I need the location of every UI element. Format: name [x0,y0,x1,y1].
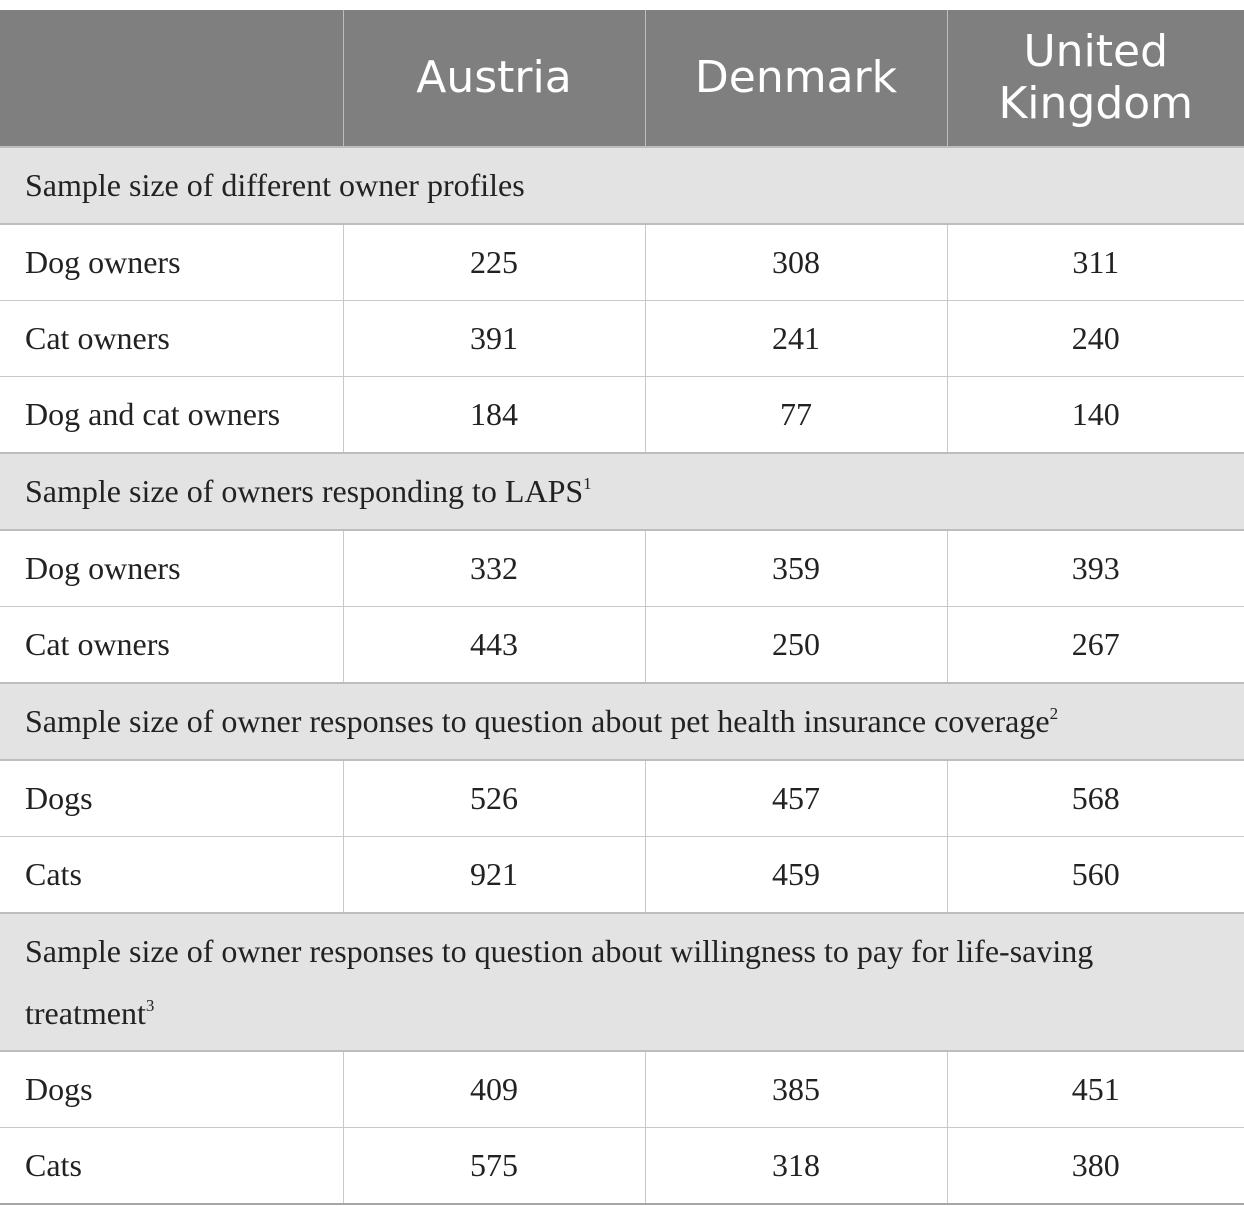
cell-austria: 225 [343,224,645,301]
column-header-austria: Austria [343,10,645,147]
row-label: Dogs [0,760,343,837]
cell-united-kingdom: 393 [947,530,1244,607]
cell-denmark: 457 [645,760,947,837]
table-row [0,1128,1244,1205]
section-title: Sample size of owners responding to LAPS [25,473,584,509]
cell-austria: 391 [343,301,645,377]
table-row [0,301,1244,377]
column-header-united-kingdom: United Kingdom [947,10,1244,147]
section-title-cell [0,683,1244,760]
sample-size-table [0,10,1244,1205]
cell-austria: 184 [343,377,645,454]
section-header-row [0,913,1244,1051]
cell-austria: 332 [343,530,645,607]
table-row [0,1051,1244,1128]
cell-united-kingdom: 140 [947,377,1244,454]
cell-denmark: 308 [645,224,947,301]
table-row [0,760,1244,837]
cell-united-kingdom: 267 [947,607,1244,684]
section-header-row [0,147,1244,224]
cell-denmark: 385 [645,1051,947,1128]
cell-denmark: 318 [645,1128,947,1205]
section-title: Sample size of owner responses to question about willingness to pay for life-saving treatment [25,933,1094,1031]
cell-united-kingdom: 240 [947,301,1244,377]
cell-denmark: 250 [645,607,947,684]
cell-austria: 409 [343,1051,645,1128]
footnote-marker: 3 [145,996,155,1015]
row-label: Dog owners [0,530,343,607]
section-header-row [0,683,1244,760]
cell-denmark: 459 [645,837,947,914]
cell-united-kingdom: 560 [947,837,1244,914]
header-row [0,10,1244,147]
table-row [0,837,1244,914]
row-label: Dogs [0,1051,343,1128]
table-row [0,607,1244,684]
section-title-cell [0,913,1244,1051]
cell-denmark: 241 [645,301,947,377]
cell-united-kingdom: 380 [947,1128,1244,1205]
section-header-row [0,453,1244,530]
table-row [0,377,1244,454]
footnote-marker: 1 [583,474,592,493]
cell-denmark: 77 [645,377,947,454]
row-label: Cat owners [0,301,343,377]
table-row [0,224,1244,301]
row-label: Dog and cat owners [0,377,343,454]
section-title: Sample size of owner responses to question about pet health insurance coverage [25,703,1050,739]
cell-austria: 575 [343,1128,645,1205]
cell-austria: 526 [343,760,645,837]
cell-denmark: 359 [645,530,947,607]
row-label: Cats [0,837,343,914]
cell-united-kingdom: 568 [947,760,1244,837]
cell-austria: 921 [343,837,645,914]
row-label: Cats [0,1128,343,1205]
section-title-cell [0,147,1244,224]
section-title: Sample size of different owner profiles [25,167,525,203]
row-label: Cat owners [0,607,343,684]
section-title-cell [0,453,1244,530]
table-row [0,530,1244,607]
cell-austria: 443 [343,607,645,684]
column-header-denmark: Denmark [645,10,947,147]
cell-united-kingdom: 451 [947,1051,1244,1128]
row-label: Dog owners [0,224,343,301]
header-corner-cell [0,10,343,147]
footnote-marker: 2 [1049,704,1059,723]
cell-united-kingdom: 311 [947,224,1244,301]
